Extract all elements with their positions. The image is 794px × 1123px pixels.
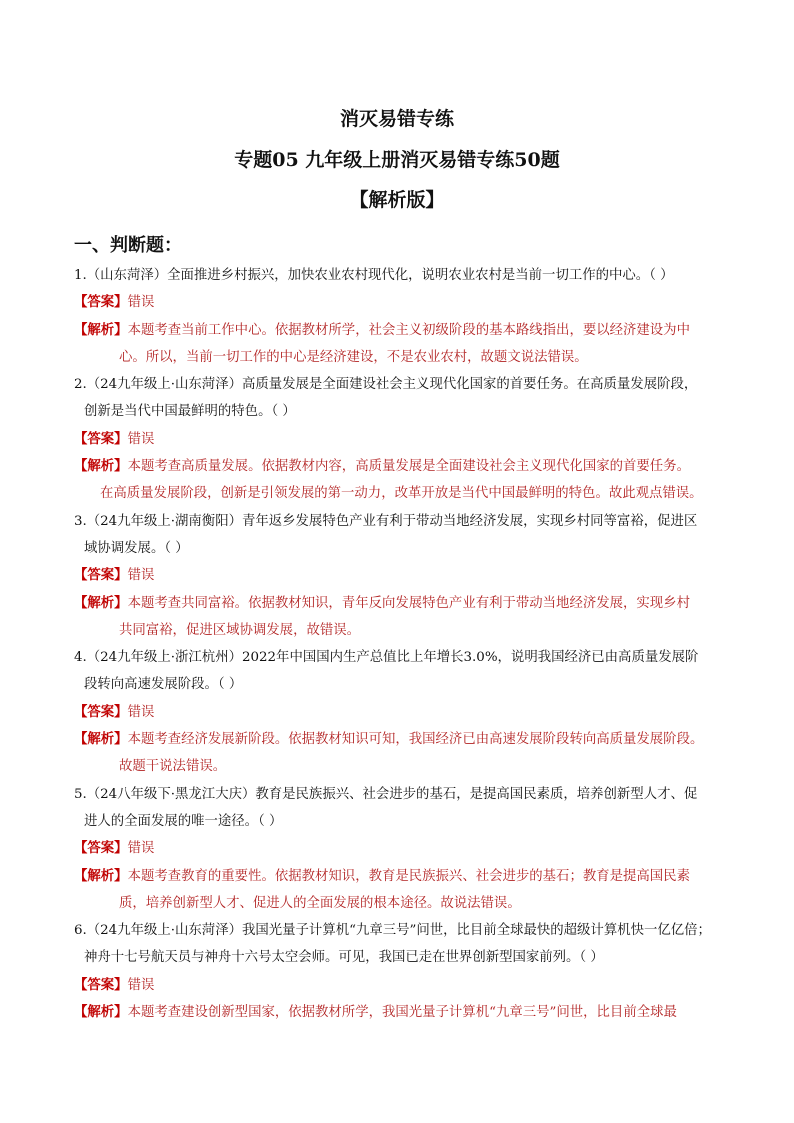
answer-line [74,835,734,862]
answer-value: 错误 [127,977,155,993]
analysis-tag: 【解析】 [74,458,128,475]
answer-line [74,289,734,316]
analysis-line [74,999,734,1026]
answer-tag: 【答案】 [74,703,128,720]
answer-tag: 【答案】 [74,430,128,447]
answer-tag: 【答案】 [74,294,128,311]
question-item [74,917,734,1026]
analysis-tag: 【解析】 [74,321,128,338]
analysis-text: 心。所以，当前一切工作的中心是经济建设，不是农业农村，故题文说法错误。 [119,349,588,365]
answer-line [74,699,734,726]
question-item [74,781,734,917]
analysis-line [74,317,734,344]
question-text: 5.（24八年级下·黑龙江大庆）教育是民族振兴、社会进步的基石，是提高国民素质，培养创新型人才、促 [74,786,698,802]
analysis-text: 在高质量发展阶段，创新是引领发展的第一动力，改革开放是当代中国最鲜明的特色。故此观点错误。 [100,486,703,502]
question-item [74,508,734,644]
document-subtitle: 专题05 九年级上册消灭易错专练50题 [234,149,560,171]
analysis-line [74,863,734,890]
edition-label: 【解析版】 [349,189,445,211]
question-text: 6.（24九年级上·山东菏泽）我国光量子计算机“九章三号”问世，比目前全球最快的超级计算机快一亿亿倍； [74,923,711,939]
question-text: 段转向高速发展阶段。（ ） [84,677,243,693]
answer-value: 错误 [127,295,155,311]
question-text: 2.（24九年级上·山东菏泽）高质量发展是全面建设社会主义现代化国家的首要任务。在高质量发展阶段， [74,377,698,393]
answer-tag: 【答案】 [74,840,128,857]
analysis-text: 质，培养创新型人才、促进人的全面发展的根本途径。故说法错误。 [119,895,521,911]
analysis-tag: 【解析】 [74,1004,128,1021]
analysis-text: 本题考查高质量发展。依据教材内容，高质量发展是全面建设社会主义现代化国家的首要任务。 [127,459,690,475]
answer-value: 错误 [127,568,155,584]
analysis-text: 本题考查当前工作中心。依据教材所学，社会主义初级阶段的基本路线指出，要以经济建设为中 [127,322,690,338]
answer-tag: 【答案】 [74,567,128,584]
document-title: 消灭易错专练 [339,108,454,130]
question-item [74,262,734,371]
analysis-text: 本题考查建设创新型国家，依据教材所学，我国光量子计算机“九章三号”问世，比目前全球最 [127,1005,677,1021]
analysis-tag: 【解析】 [74,594,128,611]
question-text: 3.（24九年级上·湖南衡阳）青年返乡发展特色产业有利于带动当地经济发展，实现乡村同等富裕，促进区 [74,513,698,529]
question-text: 创新是当代中国最鲜明的特色。（ ） [84,404,296,420]
analysis-line [74,453,734,480]
question-list [74,262,734,1026]
analysis-text: 本题考查经济发展新阶段。依据教材知识可知，我国经济已由高速发展阶段转向高质量发展阶段。 [127,732,704,748]
answer-value: 错误 [127,431,155,447]
analysis-line [74,726,734,753]
analysis-tag: 【解析】 [74,867,128,884]
question-text: 域协调发展。（ ） [84,540,189,556]
answer-value: 错误 [127,841,155,857]
analysis-text: 本题考查共同富裕。依据教材知识，青年反向发展特色产业有利于带动当地经济发展，实现乡村 [127,595,690,611]
answer-value: 错误 [127,704,155,720]
answer-tag: 【答案】 [74,976,128,993]
answer-line [74,426,734,453]
analysis-text: 本题考查教育的重要性。依据教材知识，教育是民族振兴、社会进步的基石；教育是提高国民素 [127,868,690,884]
question-text: 神舟十七号航天员与神舟十六号太空会师。可见，我国已走在世界创新型国家前列。（ ） [84,950,604,966]
analysis-text: 故题干说法错误。 [119,759,227,775]
question-text: 4.（24九年级上·浙江杭州）2022年中国国内生产总值比上年增长3.0%，说明我国经济已由高质量发展阶 [74,650,699,666]
question-text: 进人的全面发展的唯一途径。（ ） [84,813,283,829]
question-text: 1.（山东菏泽）全面推进乡村振兴，加快农业农村现代化，说明农业农村是当前一切工作的中心。（ ） [74,268,674,283]
analysis-tag: 【解析】 [74,731,128,748]
question-item [74,644,734,780]
section-heading: 一、判断题： [74,235,182,256]
answer-line [74,972,734,999]
analysis-text: 共同富裕，促进区域协调发展，故错误。 [119,622,361,638]
question-item [74,371,734,507]
answer-line [74,562,734,589]
analysis-line [74,590,734,617]
